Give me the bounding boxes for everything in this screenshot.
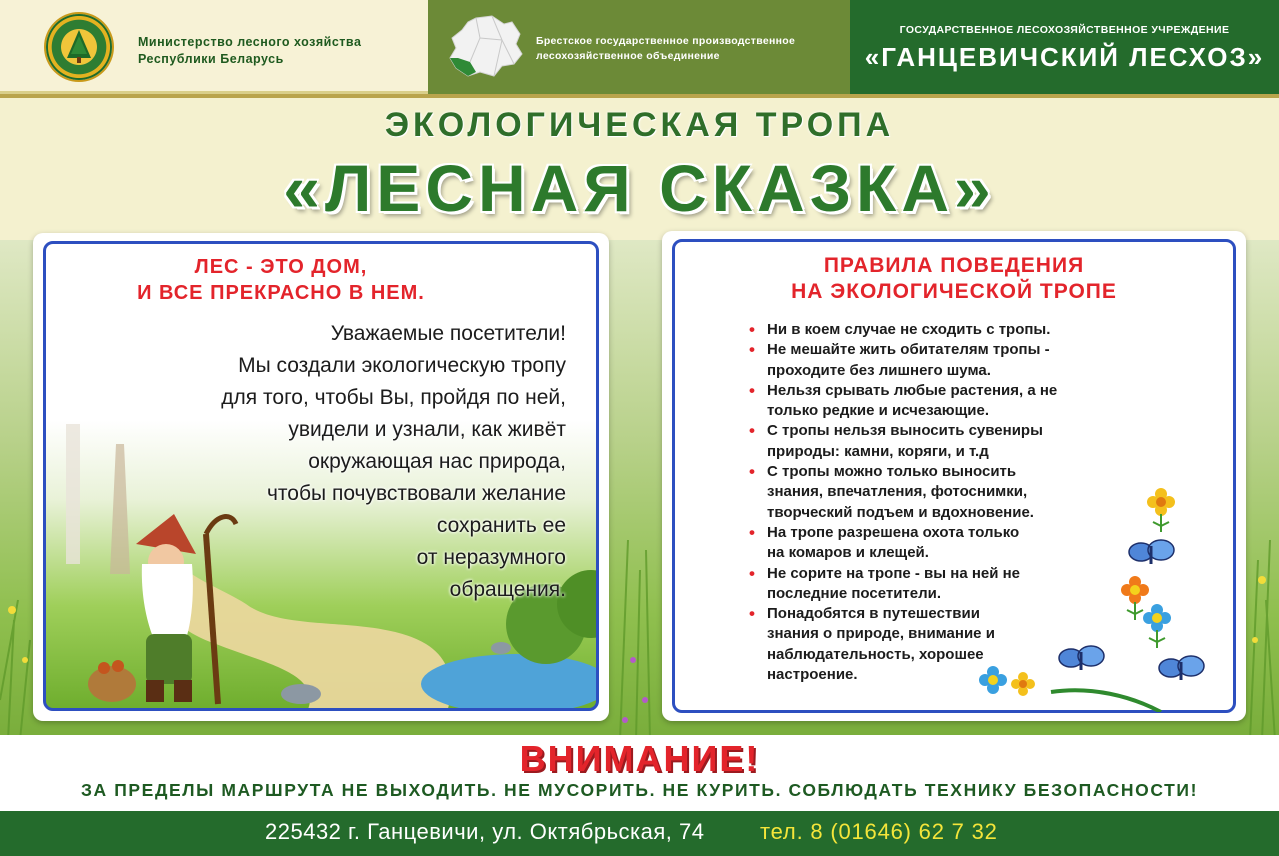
belarus-map-icon [446,14,526,80]
rule-line: творческий подъем и вдохновение. [767,503,1034,521]
association-name-line1: Брестское государственное производственное [536,35,796,47]
blue-flower-icon [1143,604,1171,648]
ministry-emblem-icon [46,14,112,80]
welcome-line: Уважаемые посетители! [330,322,566,345]
butterfly-icon [1059,646,1104,670]
contact-address: 225432 г. Ганцевичи, ул. Октябрьская, 74 [265,819,705,844]
welcome-line: окружающая нас природа, [308,450,566,473]
welcome-line: увидели и узнали, как живёт [288,418,566,441]
forestry-subtitle: ГОСУДАРСТВЕННОЕ ЛЕСОХОЗЯЙСТВЕННОЕ УЧРЕЖДЕНИЕ [899,24,1230,36]
rule-item [747,421,1167,462]
welcome-line: чтобы почувствовали желание [266,482,566,505]
welcome-line: сохранить ее [436,514,566,537]
rule-line: • С тропы нельзя выносить сувениры [767,422,1043,440]
rule-item [747,320,1167,340]
rule-line: только редкие и исчезающие. [767,402,990,420]
rules-panel-frame [672,239,1236,713]
slogan-line-2: И ВСЕ ПРЕКРАСНО В НЕМ. [137,282,425,304]
rule-line: знания о природе, внимание и [767,625,995,643]
association-name [536,34,836,64]
rule-line: • Понадобятся в путешествии [767,605,980,623]
trail-name: «ЛЕСНАЯ СКАЗКА» [283,151,996,225]
flowers-butterflies-decoration [971,486,1235,712]
welcome-line: обращения. [449,578,566,601]
ministry-name-line1: Министерство лесного хозяйства [138,35,362,49]
trail-heading: ЭКОЛОГИЧЕСКАЯ ТРОПА [384,106,895,144]
welcome-panel [33,233,609,721]
blue-flower-icon [979,666,1007,694]
rule-line: проходите без лишнего шума. [767,361,991,379]
rules-panel [662,231,1246,721]
rule-line: • Нельзя срывать любые растения, а не [767,381,1058,399]
welcome-line: от неразумного [416,546,566,569]
forestry-block [850,0,1279,94]
butterfly-icon [1159,656,1204,680]
yellow-flower-icon [1011,672,1035,696]
association-block [428,0,850,94]
welcome-line: Мы создали экологическую тропу [238,354,566,377]
rule-line: знания, впечатления, фотоснимки, [767,483,1028,501]
orange-flower-icon [1121,576,1149,620]
rule-line: последние посетители. [767,584,942,602]
rule-line: наблюдательность, хорошее [767,645,984,663]
butterfly-icon [1129,540,1174,564]
welcome-panel-frame [43,241,599,711]
rule-line: • Ни в коем случае не сходить с тропы. [767,321,1051,338]
slogan-line-1: ЛЕС - ЭТО ДОМ, [194,256,368,278]
header-bar [0,0,1279,94]
rule-line: • С тропы можно только выносить [767,463,1017,481]
rules-title-line-1: ПРАВИЛА ПОВЕДЕНИЯ [823,254,1085,277]
header-divider [0,94,1279,98]
rule-item [747,340,1167,381]
rule-line: • Не сорите на тропе - вы на ней не [767,564,1021,582]
contact-phone: тел. 8 (01646) 62 7 32 [760,819,998,844]
ministry-name [138,34,408,68]
rules-title-line-2: НА ЭКОЛОГИЧЕСКОЙ ТРОПЕ [791,280,1117,303]
welcome-line: для того, чтобы Вы, пройдя по ней, [221,386,566,409]
association-name-line2: лесохозяйственное объединение [536,50,720,62]
rule-line: на комаров и клещей. [767,544,929,562]
forestry-name: «ГАНЦЕВИЧСКИЙ ЛЕСХОЗ» [864,42,1265,72]
safety-warning: ЗА ПРЕДЕЛЫ МАРШРУТА НЕ ВЫХОДИТЬ. НЕ МУСОРИТЬ. НЕ КУРИТЬ. СОБЛЮДАТЬ ТЕХНИКУ БЕЗОПАСНОСТИ! [80,780,1199,800]
attention-heading: ВНИМАНИЕ! [519,738,760,779]
yellow-flower-icon [1147,488,1175,532]
rule-line: природы: камни, коряги, и т.д [767,442,989,460]
rule-item [747,381,1167,422]
ministry-name-line2: Республики Беларусь [138,52,284,66]
grass-blade-icon [1051,690,1161,712]
rule-line: • На тропе разрешена охота только [767,523,1020,541]
rule-line: настроение. [767,666,858,684]
ministry-block [0,0,428,94]
rule-line: • Не мешайте жить обитателям тропы - [767,341,1050,359]
welcome-text [106,318,566,606]
